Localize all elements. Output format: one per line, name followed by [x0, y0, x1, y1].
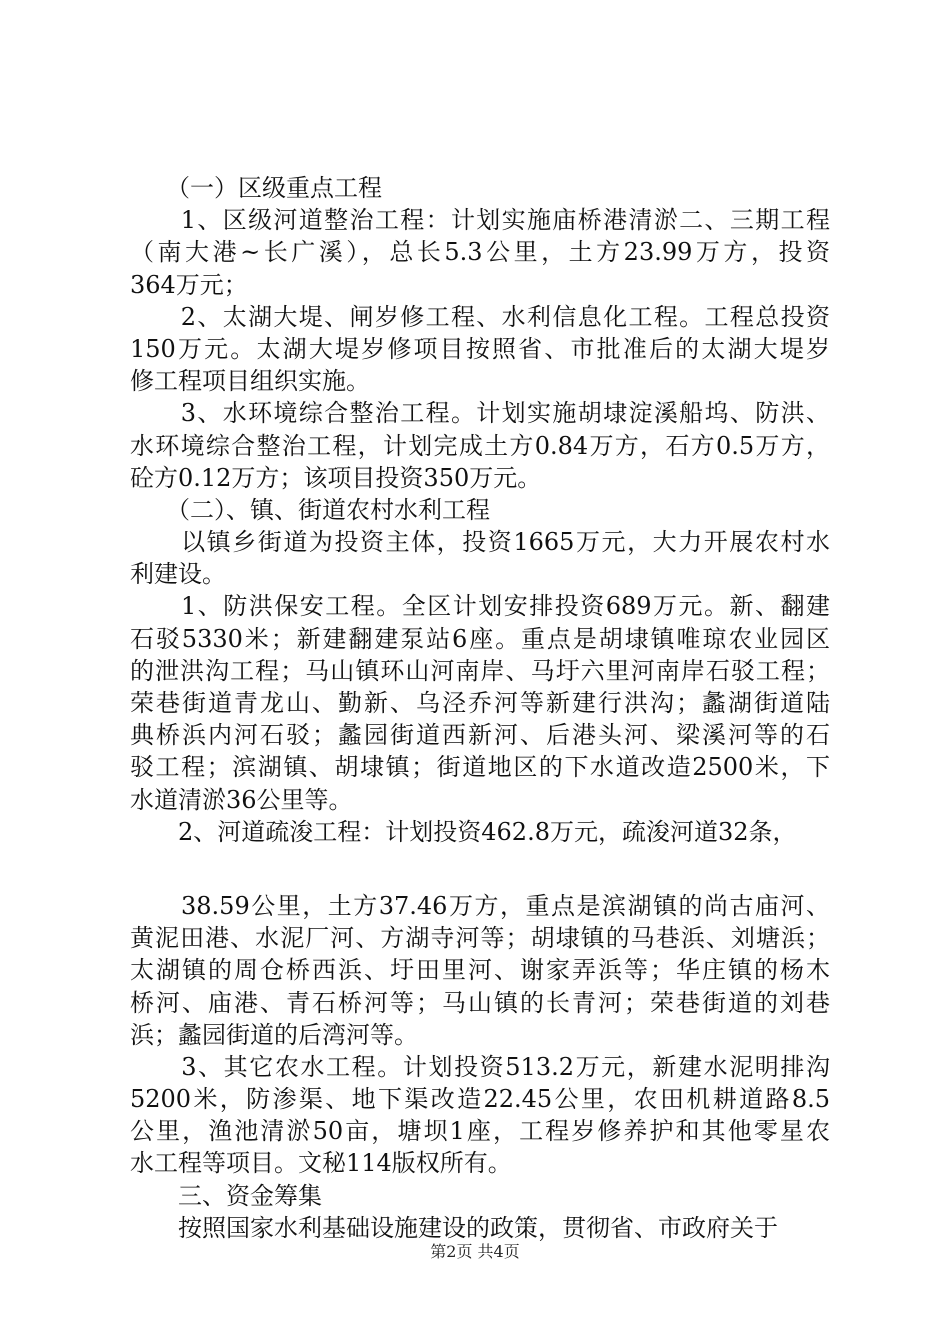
text-line: 364万元； [130, 270, 248, 299]
text-line: 1、区级河道整治工程：计划实施庙桥港清淤二、三期工程 [130, 206, 830, 235]
text-block-1 [130, 172, 830, 848]
paragraph-gap [130, 848, 830, 890]
text-line: 150万元。太湖大堤岁修项目按照省、市批准后的太湖大堤岁 [130, 334, 830, 363]
text-line: 2、太湖大堤、闸岁修工程、水利信息化工程。工程总投资 [130, 302, 830, 331]
text-line: 水环境综合整治工程，计划完成土方0.84万方，石方0.5万方， [130, 431, 830, 460]
text-line: （二）、镇、街道农村水利工程 [130, 495, 490, 524]
text-line: 浜；蠡园街道的后湾河等。 [130, 1020, 418, 1049]
page-footer: 第2页 共4页 [430, 1242, 520, 1261]
text-line: 5200米，防渗渠、地下渠改造22.45公里，农田机耕道路8.5 [130, 1085, 830, 1114]
text-line: 以镇乡街道为投资主体，投资1665万元，大力开展农村水 [130, 528, 830, 557]
text-line: 修工程项目组织实施。 [130, 367, 370, 396]
document-body [130, 172, 830, 1244]
text-line: 1、防洪保安工程。全区计划安排投资689万元。新、翻建 [130, 592, 830, 621]
text-line: 3、其它农水工程。计划投资513.2万元，新建水泥明排沟 [130, 1052, 830, 1081]
text-line: 公里，渔池清淤50亩，塘坝1座，工程岁修养护和其他零星农 [130, 1117, 830, 1146]
text-line: 砼方0.12万方；该项目投资350万元。 [130, 463, 542, 492]
text-line: 2、河道疏浚工程：计划投资462.8万元，疏浚河道32条， [130, 817, 797, 846]
text-line: 3、水环境综合整治工程。计划实施胡埭淀溪船坞、防洪、 [130, 399, 830, 428]
text-line: 利建设。 [130, 560, 226, 589]
text-line: 水工程等项目。文秘114版权所有。 [130, 1149, 512, 1178]
text-line: 石驳5330米；新建翻建泵站6座。重点是胡埭镇唯琼农业园区 [130, 624, 830, 653]
text-line: 荣巷街道青龙山、勤新、乌泾乔河等新建行洪沟；蠡湖街道陆 [130, 689, 830, 717]
text-line: 典桥浜内河石驳；蠡园街道西新河、后港头河、梁溪河等的石 [130, 721, 830, 750]
text-line: 水道清淤36公里等。 [130, 785, 353, 814]
text-line: 驳工程；滨湖镇、胡埭镇；街道地区的下水道改造2500米，下 [130, 753, 830, 782]
text-line: 桥河、庙港、青石桥河等；马山镇的长青河；荣巷街道的刘巷 [130, 988, 830, 1017]
text-line: 太湖镇的周仓桥西浜、圩田里河、谢家弄浜等；华庄镇的杨木 [130, 956, 830, 985]
text-line: （南大港~长广溪），总长5.3公里，土方23.99万方，投资 [130, 238, 830, 267]
text-line: 三、资金筹集 [130, 1181, 322, 1210]
text-line: （一）区级重点工程 [130, 174, 382, 202]
text-line: 38.59公里，土方37.46万方，重点是滨湖镇的尚古庙河、 [130, 891, 830, 920]
text-line: 黄泥田港、水泥厂河、方湖寺河等；胡埭镇的马巷浜、刘塘浜； [130, 924, 830, 953]
text-line: 按照国家水利基础设施建设的政策，贯彻省、市政府关于 [130, 1213, 778, 1242]
text-block-2 [130, 890, 830, 1244]
text-line: 的泄洪沟工程；马山镇环山河南岸、马圩六里河南岸石驳工程； [130, 656, 830, 685]
